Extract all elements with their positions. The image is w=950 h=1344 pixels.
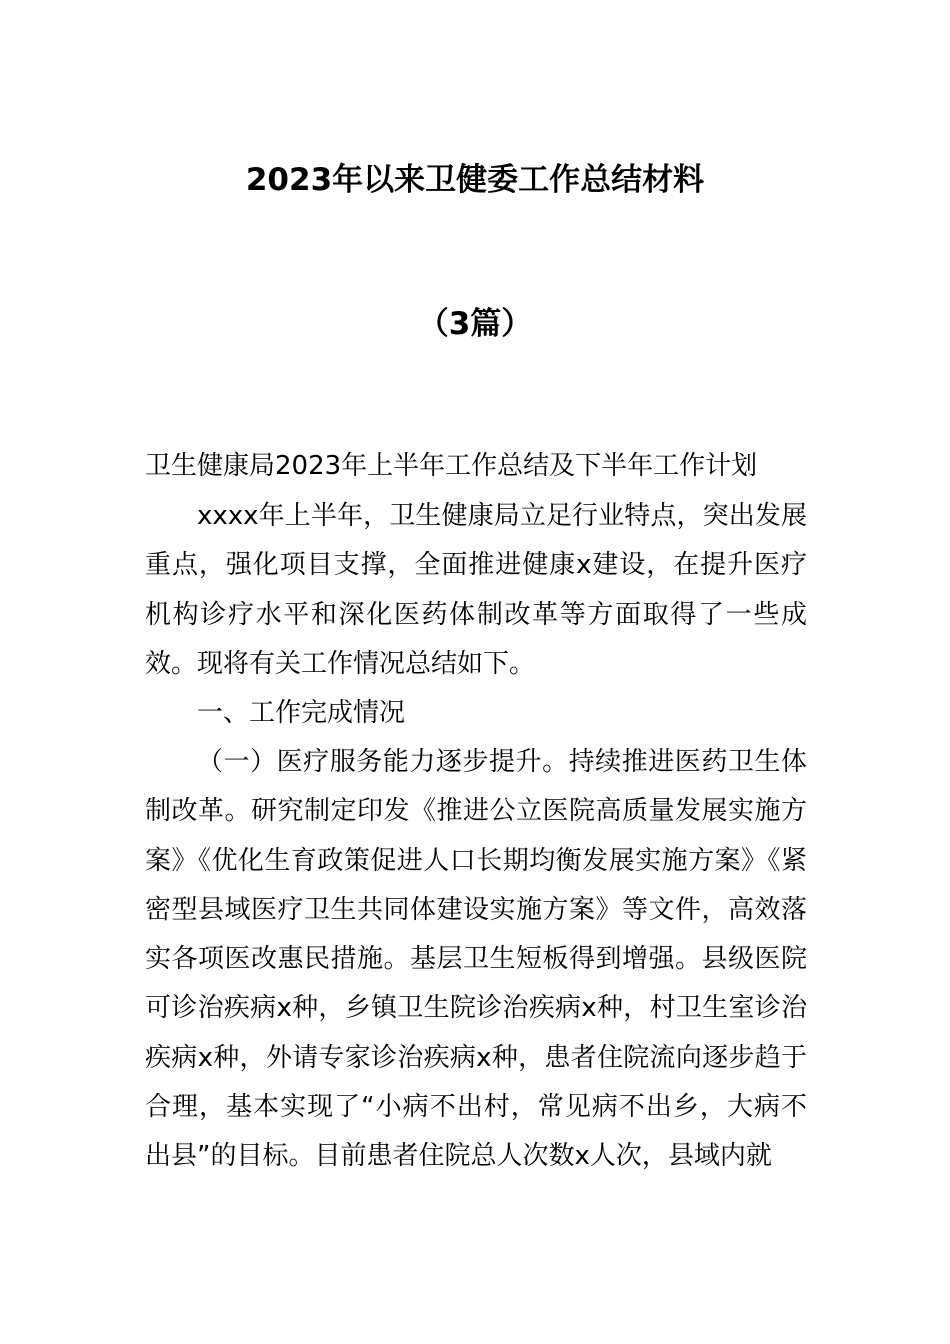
paragraph-medical-service: （一）医疗服务能力逐步提升。持续推进医药卫生体制改革。研究制定印发《推进公立医院高质量发展实施方案》《优化生育政策促进人口长期均衡发展实施方案》《紧密型县域医疗卫生共同体建设实施方案》等文件，高效落实各项医改惠民措施。基层卫生短板得到增强。县级医院可诊治疾病x种，乡镇卫生院诊治疾病x种，村卫生室诊治疾病x种，外请专家诊治疾病x种，患者住院流向逐步趋于合理，基本实现了“小病不出村，常见病不出乡，大病不出县”的目标。目前患者住院总人次数x人次，县域内就 <box>145 747 807 1172</box>
paragraph-intro: xxxx年上半年，卫生健康局立足行业特点，突出发展重点，强化项目支撑，全面推进健康x建设，在提升医疗机构诊疗水平和深化医药体制改革等方面取得了一些成效。现将有关工作情况总结如下。 <box>145 501 807 679</box>
document-subtitle: （3篇） <box>417 306 533 342</box>
document-title: 2023年以来卫健委工作总结材料 <box>245 162 705 198</box>
section-document-heading: 卫生健康局2023年上半年工作总结及下半年工作计划 <box>145 451 758 481</box>
section-heading-work-status: 一、工作完成情况 <box>197 698 406 728</box>
